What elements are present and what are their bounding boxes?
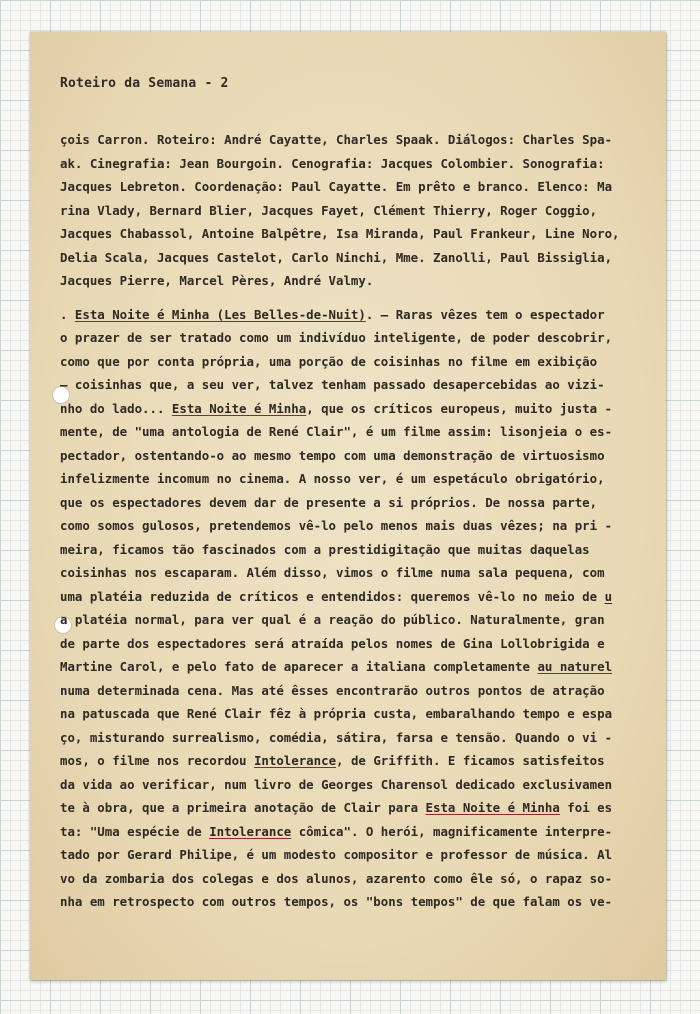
text-line: como somos gulosos, pretendemos vê-lo pelo menos mais duas vêzes; na pri - — [60, 518, 613, 533]
text-line: Jacques Chabassol, Antoine Balpêtre, Isa Miranda, Paul Frankeur, Line Noro, — [60, 226, 620, 241]
text-line: de parte dos espectadores será atraída pelos nomes de Gina Lollobrigida e — [60, 635, 605, 651]
document-page — [30, 32, 666, 980]
text-line: rina Vlady, Bernard Blier, Jacques Fayet, Clément Thierry, Roger Coggio, — [60, 202, 598, 218]
text-line: pectador, ostentando-o ao mesmo tempo com uma demonstração de virtuosismo — [60, 447, 605, 463]
text-line: numa determinada cena. Mas até êsses encontrarão outros pontos de atração — [60, 682, 605, 698]
text-line: na patuscada que René Clair fêz à própria custa, embaralhando tempo e espa — [60, 706, 613, 721]
film-title: Intolerance — [253, 753, 337, 768]
text-line: çois Carron. Roteiro: André Cayatte, Charles Spaak. Diálogos: Charles Spa- — [60, 132, 613, 147]
text-line: . Esta Noite é Minha (Les Belles-de-Nuit). — Raras vêzes tem o espectador — [60, 306, 605, 322]
film-title: Esta Noite é Minha — [171, 400, 307, 416]
film-title: Intolerance — [209, 823, 292, 839]
text-line: Jacques Lebreton. Coordenação: Paul Cayatte. Em prêto e branco. Elenco: Ma — [60, 179, 613, 194]
typed-text-body — [60, 128, 640, 914]
text-line: Delia Scala, Jacques Castelot, Carlo Ninchi, Mme. Zanolli, Paul Bissiglia, — [60, 249, 613, 265]
text-line: coisinhas nos escaparam. Além disso, vimos o filme numa sala pequena, com — [60, 565, 605, 580]
text-line: ak. Cinegrafia: Jean Bourgoin. Cenografia: Jacques Colombier. Sonografia: — [60, 155, 605, 171]
text-line: nha em retrospecto com outros tempos, os "bons tempos" de que falam os ve- — [60, 894, 613, 909]
text-line: da vida ao verificar, num livro de Georges Charensol dedicado exclusivamen — [60, 776, 613, 792]
text-line: tado por Gerard Philipe, é um modesto compositor e professor de música. Al — [60, 847, 613, 862]
text-line: ço, misturando surrealismo, comédia, sátira, farsa e tensão. Quando o vi - — [60, 729, 613, 745]
text-line: — coisinhas que, a seu ver, talvez tenham passado desapercebidas ao vizi- — [60, 377, 605, 392]
text-line: Jacques Pierre, Marcel Pères, André Valmy. — [60, 273, 374, 288]
text-line: que os espectadores devem dar de presente a si próprios. De nossa parte, — [60, 494, 598, 510]
text-line: infelizmente incomum no cinema. A nosso ver, é um espetáculo obrigatório, — [60, 471, 605, 486]
text-line: mos, o filme nos recordou Intolerance, de Griffith. E ficamos satisfeitos — [60, 753, 605, 768]
text-line: uma platéia reduzida de críticos e entendidos: queremos vê-lo no meio de u — [60, 588, 613, 604]
page-header: Roteiro da Semana - 2 — [60, 76, 229, 91]
text-line: meira, ficamos tão fascinados com a prestidigitação que muitas daquelas — [60, 541, 590, 557]
text-line: Martine Carol, e pelo fato de aparecer a italiana completamente au naturel — [60, 659, 613, 674]
text-line: ta: "Uma espécie de Intolerance cômica". O herói, magnificamente interpre- — [60, 823, 613, 839]
text-line: vo da zombaria dos colegas e dos alunos, azarento como êle só, o rapaz so- — [60, 870, 613, 886]
underlined-phrase: au naturel — [537, 659, 613, 674]
text-line: a platéia normal, para ver qual é a reação do público. Naturalmente, gran — [60, 612, 605, 627]
film-title: Esta Noite é Minha (Les Belles-de-Nuit) — [74, 306, 366, 322]
text-line: te à obra, que a primeira anotação de Clair para Esta Noite é Minha foi es — [60, 800, 613, 815]
text-line: mente, de "uma antologia de René Clair", é um filme assim: lisonjeia o es- — [60, 424, 613, 439]
film-title: Esta Noite é Minha — [425, 800, 560, 815]
text-line: como que por conta própria, uma porção de coisinhas no filme em exibição — [60, 353, 598, 369]
text-line: o prazer de ser tratado como um indivíduo inteligente, de poder descobrir, — [60, 330, 613, 345]
bullet: . — [60, 306, 75, 322]
text-line: nho do lado... Esta Noite é Minha, que os críticos europeus, muito justa - — [60, 400, 613, 416]
